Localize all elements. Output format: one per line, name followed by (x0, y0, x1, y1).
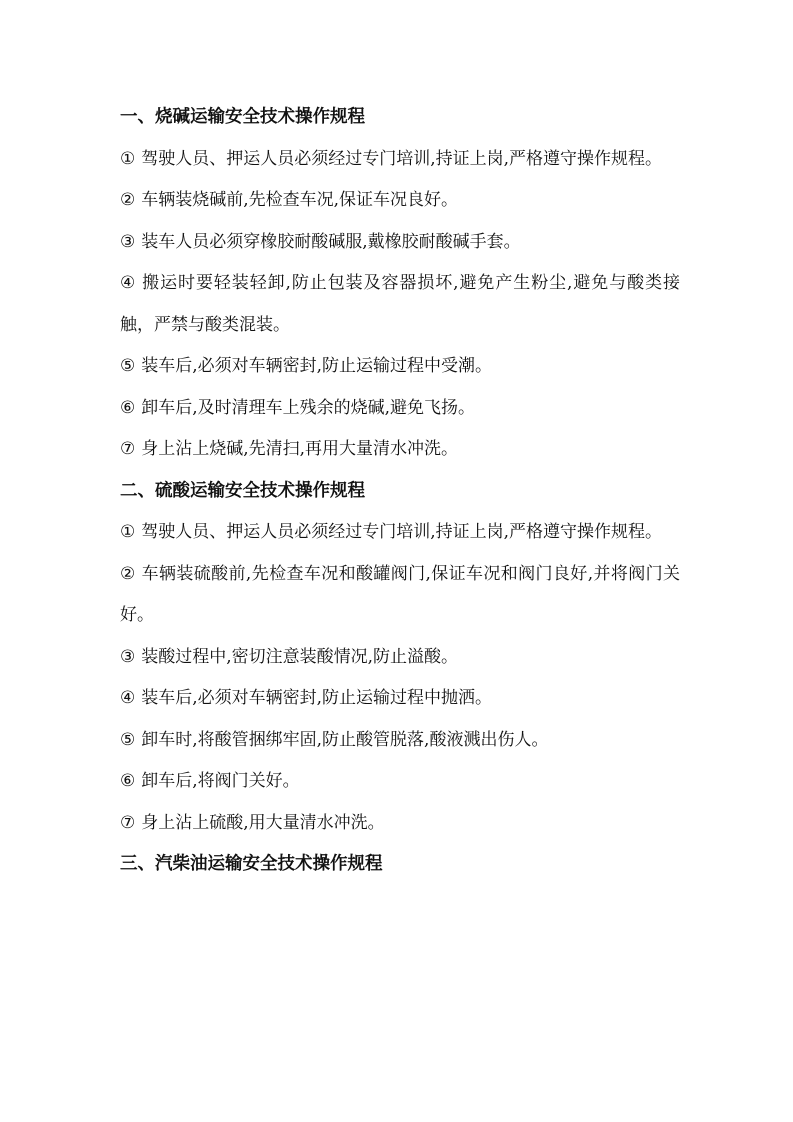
list-item (120, 139, 680, 181)
list-item (120, 180, 680, 222)
item-text: 驾驶人员、押运人员必须经过专门培训,持证上岗,严格遵守操作规程。 (141, 148, 663, 169)
list-item (120, 803, 680, 845)
item-text: 卸车后,将阀门关好。 (141, 771, 300, 791)
list-item (120, 263, 680, 346)
item-number: ③ (120, 646, 136, 667)
item-text: 车辆装烧碱前,先检查车况,保证车况良好。 (141, 190, 459, 210)
item-number: ⑤ (120, 356, 136, 376)
item-text: 驾驶人员、押运人员必须经过专门培训,持证上岗,严格遵守操作规程。 (141, 522, 663, 542)
item-number: ⑥ (120, 771, 136, 791)
list-item (120, 637, 680, 679)
list-item (120, 678, 680, 720)
item-number: ③ (120, 231, 136, 252)
list-item (120, 222, 680, 264)
item-text: 身上沾上烧碱,先清扫,再用大量清水冲洗。 (141, 439, 459, 459)
item-number: ⑤ (120, 729, 136, 750)
item-number: ① (120, 148, 136, 169)
item-text: 装车后,必须对车辆密封,防止运输过程中受潮。 (141, 356, 493, 376)
document-body (120, 97, 680, 886)
list-item (120, 720, 680, 762)
item-text: 卸车后,及时清理车上残余的烧碱,避免飞扬。 (141, 397, 476, 418)
list-item (120, 388, 680, 430)
item-number: ⑦ (120, 812, 136, 833)
list-item (120, 429, 680, 471)
item-number: ② (120, 563, 136, 584)
item-text: 装车后,必须对车辆密封,防止运输过程中抛洒。 (141, 688, 493, 708)
item-number: ① (120, 522, 136, 542)
item-text: 车辆装硫酸前,先检查车况和酸罐阀门,保证车况和阀门良好,并将阀门关好。 (120, 563, 680, 625)
item-text: 搬运时要轻装轻卸,防止包装及容器损坏,避免产生粉尘,避免与酸类接触，严禁与酸类混装。 (120, 273, 680, 335)
list-item (120, 761, 680, 803)
item-number: ④ (120, 273, 136, 293)
item-text: 卸车时,将酸管捆绑牢固,防止酸管脱落,酸液溅出伤人。 (141, 729, 549, 750)
item-number: ④ (120, 688, 136, 708)
item-text: 装车人员必须穿橡胶耐酸碱服,戴橡胶耐酸碱手套。 (141, 231, 521, 252)
section-heading-caustic-soda: 一、烧碱运输安全技术操作规程 (120, 107, 365, 127)
section-heading-sulfuric-acid: 二、硫酸运输安全技术操作规程 (120, 480, 365, 501)
item-text: 身上沾上硫酸,用大量清水冲洗。 (141, 812, 385, 833)
item-number: ② (120, 190, 136, 210)
list-item (120, 554, 680, 637)
item-number: ⑥ (120, 397, 136, 418)
item-text: 装酸过程中,密切注意装酸情况,防止溢酸。 (141, 646, 459, 667)
item-number: ⑦ (120, 439, 136, 459)
section-heading-gasoline-diesel: 三、汽柴油运输安全技术操作规程 (120, 854, 383, 874)
list-item (120, 346, 680, 388)
list-item (120, 512, 680, 554)
